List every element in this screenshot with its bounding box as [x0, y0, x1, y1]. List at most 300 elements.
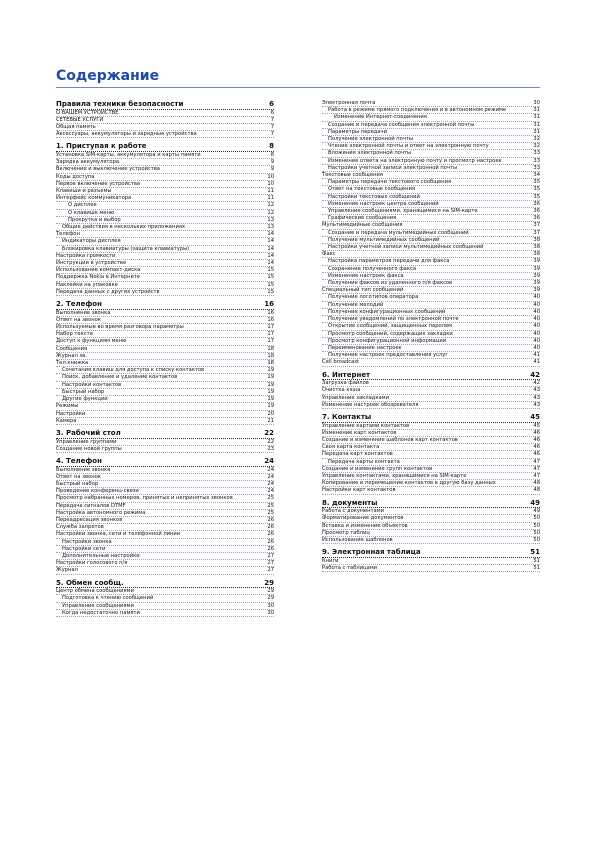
toc-page-number: 14	[267, 260, 274, 267]
toc-entry	[322, 165, 540, 172]
toc-entry-title: Проведение конференц-связи	[56, 488, 139, 495]
toc-entry	[322, 466, 540, 473]
toc-entry	[56, 166, 274, 173]
toc-entry-title: Получение логотипов оператора	[328, 294, 419, 301]
toc-page-number: 7	[270, 116, 274, 123]
toc-entry	[56, 411, 274, 418]
toc-entry	[56, 210, 274, 217]
toc-entry-title: Камера	[56, 417, 77, 424]
toc-entry-title: Переименование настроек	[328, 344, 402, 351]
toc-page-number: 26	[267, 545, 274, 552]
toc-page-number: 40	[533, 344, 540, 351]
toc-page-number: 24	[264, 456, 274, 465]
toc-entry-title: Настройки сети	[62, 545, 106, 552]
toc-entry-title: Использование компакт-диска	[56, 267, 141, 274]
toc-entry-title: Аксессуары, аккумуляторы и зарядные устройства	[56, 131, 197, 138]
toc-entry-title: Настройки контактов	[62, 381, 122, 388]
toc-page-number: 19	[267, 367, 274, 374]
page-title: Содержание	[56, 68, 160, 84]
toc-entry	[322, 287, 540, 294]
toc-page-number: 32	[533, 143, 540, 150]
toc-entry-title: Настройки учетной записи мультимедийных сообщений	[328, 244, 484, 251]
toc-entry	[322, 302, 540, 309]
toc-entry-title: Общая память	[56, 124, 96, 130]
toc-entry	[56, 267, 274, 274]
toc-entry	[322, 530, 540, 537]
toc-page-number: 7	[270, 124, 274, 130]
toc-entry-title: Быстрый набор	[62, 388, 105, 395]
toc-entry-title: Получение мелодий	[328, 301, 384, 308]
toc-entry	[56, 439, 274, 446]
toc-entry	[56, 539, 274, 546]
toc-entry	[322, 237, 540, 244]
toc-entry-title: Журнал зв.	[56, 352, 87, 359]
toc-entry	[322, 158, 540, 165]
toc-page-number: 38	[533, 251, 540, 258]
toc-page-number: 49	[533, 508, 540, 515]
toc-entry-title: Коды доступа	[56, 173, 95, 180]
toc-entry	[322, 186, 540, 193]
toc-entry-title: 4. Телефон	[56, 456, 102, 465]
toc-entry	[56, 231, 274, 238]
toc-entry	[56, 224, 274, 231]
toc-entry-title: Управление контактами, хранящимися на SIM-карте	[322, 472, 467, 479]
title-divider	[56, 87, 540, 88]
toc-entry	[322, 244, 540, 251]
toc-entry-title: Ответ на текстовые сообщения	[328, 186, 415, 193]
toc-page-number: 35	[533, 186, 540, 193]
toc-page-number: 19	[267, 396, 274, 403]
toc-entry-title: Набор текста	[56, 331, 93, 338]
toc-page-number: 31	[533, 128, 540, 135]
toc-page-number: 46	[533, 436, 540, 443]
toc-page-number: 46	[533, 451, 540, 458]
toc-page-number: 9	[270, 159, 274, 166]
toc-entry	[322, 459, 540, 466]
toc-entry	[56, 389, 274, 396]
toc-page-number: 18	[267, 352, 274, 359]
toc-entry-title: Клавиши и разъемы	[56, 188, 112, 195]
toc-entry-title: Получение электронной почты	[328, 136, 414, 143]
toc-page-number: 21	[267, 417, 274, 424]
toc-entry-title: Управление группами	[56, 438, 117, 445]
toc-page-number: 24	[267, 466, 274, 473]
toc-right-column	[322, 100, 540, 572]
toc-entry	[322, 230, 540, 237]
toc-entry	[322, 172, 540, 179]
toc-entry-title: Передача сигналов DTMF	[56, 502, 126, 509]
toc-entry	[322, 179, 540, 186]
toc-entry-title: Настройки карт контактов	[322, 487, 396, 494]
toc-entry-title: Создание и изменение групп контактов	[322, 465, 433, 472]
toc-entry-title: Изменение настроек центра сообщений	[328, 200, 439, 207]
toc-page-number: 12	[267, 202, 274, 209]
toc-entry-title: Переадресация звонков	[56, 516, 123, 523]
toc-page-number: 18	[267, 345, 274, 352]
toc-page-number: 22	[267, 438, 274, 445]
toc-page-number: 51	[533, 564, 540, 571]
toc-page-number: 14	[267, 238, 274, 245]
toc-page-number: 14	[267, 245, 274, 252]
toc-page-number: 30	[267, 609, 274, 616]
toc-entry	[322, 194, 540, 201]
toc-entry-title: Получение факсов из удаленного п/я факсов	[328, 280, 453, 287]
toc-entry-title: Параметры передачи	[328, 128, 387, 135]
toc-entry-title: Получение настроек предоставления услуг	[328, 352, 449, 359]
toc-entry-title: Работа в режиме прямого подключения и в автономном режиме	[328, 107, 507, 114]
toc-entry	[322, 100, 540, 107]
toc-entry-title: Блокировка клавиатуры (защита клавиатуры)	[62, 245, 190, 252]
toc-entry-title: Просмотр сообщений, содержащих закладки	[328, 330, 453, 337]
toc-page-number: 7	[270, 131, 274, 138]
toc-page-number: 50	[533, 536, 540, 543]
toc-page-number: 27	[267, 552, 274, 559]
toc-entry-title: Доступ к функциям меню	[56, 338, 127, 345]
toc-page-number: 31	[533, 114, 540, 121]
toc-page-number: 6	[270, 109, 274, 116]
toc-entry-title: Поддержка Nokia в Интернете	[56, 274, 140, 281]
toc-entry	[322, 294, 540, 301]
toc-entry	[56, 474, 274, 481]
toc-entry	[56, 610, 274, 617]
toc-entry-title: Выполнение звонка	[56, 309, 111, 316]
toc-page-number: 46	[533, 444, 540, 451]
toc-entry-title: 1. Приступая к работе	[56, 142, 147, 151]
toc-entry	[56, 603, 274, 610]
toc-page-number: 33	[533, 157, 540, 164]
toc-page-number: 43	[533, 401, 540, 408]
toc-entry	[56, 353, 274, 360]
toc-page-number: 14	[267, 252, 274, 259]
toc-page-number: 26	[267, 538, 274, 545]
toc-page-number: 24	[267, 488, 274, 495]
toc-page-number: 50	[533, 515, 540, 522]
toc-entry	[56, 246, 274, 253]
toc-entry	[322, 395, 540, 402]
toc-page-number: 20	[267, 410, 274, 417]
toc-entry-title: Получение уведомлений по электронной почте	[328, 316, 459, 323]
toc-entry	[56, 346, 274, 353]
toc-entry	[56, 367, 274, 374]
toc-page-number: 6	[269, 100, 274, 108]
toc-entry-title: 7. Контакты	[322, 412, 372, 421]
toc-entry	[56, 510, 274, 517]
toc-page-number: 19	[267, 403, 274, 410]
toc-page-number: 31	[533, 121, 540, 128]
toc-page-number: 16	[264, 300, 274, 309]
toc-page-number: 10	[267, 173, 274, 180]
toc-section-heading	[322, 548, 540, 558]
toc-page-number: 8	[269, 142, 274, 151]
toc-entry-title: Изменение ответа на электронную почту и просмотр настроек	[328, 157, 502, 164]
toc-entry-title: Ответ на звонок	[56, 316, 101, 323]
toc-page-number: 38	[533, 236, 540, 243]
toc-entry-title: Установка SIM-карты, аккумулятора и карты памяти	[56, 152, 201, 158]
toc-page-number: 37	[533, 229, 540, 236]
toc-entry-title: Режимы	[56, 403, 79, 410]
toc-page-number: 50	[533, 529, 540, 536]
toc-entry-title: Своя карта контакта	[322, 444, 380, 451]
toc-entry	[322, 201, 540, 208]
toc-entry-title: Управление сообщениями, хранящимися на SIM-карте	[328, 208, 478, 215]
toc-entry	[56, 382, 274, 389]
toc-entry	[56, 152, 274, 159]
toc-entry	[56, 374, 274, 381]
toc-page-number: 15	[267, 288, 274, 295]
toc-page-number: 17	[267, 331, 274, 338]
toc-page-number: 48	[533, 480, 540, 487]
toc-entry	[322, 558, 540, 565]
toc-page-number: 12	[267, 209, 274, 216]
toc-entry-title: Сочетания клавиш для доступа к списку контактов	[62, 367, 205, 374]
toc-entry	[56, 195, 274, 202]
toc-entry-title: Вложения электронной почты	[328, 150, 412, 157]
toc-entry	[56, 217, 274, 224]
toc-page-number: 47	[533, 472, 540, 479]
toc-page-number: 31	[533, 107, 540, 114]
toc-page-number: 40	[533, 337, 540, 344]
toc-entry	[56, 238, 274, 245]
toc-entry	[322, 309, 540, 316]
toc-page-number: 25	[267, 495, 274, 502]
toc-entry	[322, 451, 540, 458]
toc-page-number: 14	[267, 231, 274, 238]
toc-entry	[56, 446, 274, 453]
toc-entry	[322, 359, 540, 366]
toc-entry-title: Управление закладками	[322, 394, 389, 401]
toc-page-number: 32	[533, 136, 540, 143]
toc-entry-title: Факс	[322, 251, 336, 258]
toc-entry-title: Создание и передача мультимедийных сообщений	[328, 229, 469, 236]
toc-entry	[322, 387, 540, 394]
toc-entry-title: СЕТЕВЫЕ УСЛУГИ	[56, 116, 104, 123]
toc-page-number: 42	[530, 370, 540, 379]
toc-page-number: 26	[267, 516, 274, 523]
toc-page-number: 19	[267, 381, 274, 388]
toc-entry-title: О ВАШЕМ УСТРОЙСТВЕ	[56, 109, 119, 116]
toc-entry-title: Изменение Интернет-соединения	[334, 114, 427, 121]
toc-entry-title: Настройки учетной записи электронной почты	[328, 164, 458, 171]
toc-section-heading	[322, 371, 540, 381]
toc-page-number: 30	[533, 100, 540, 106]
toc-section-heading	[56, 429, 274, 439]
toc-entry	[56, 517, 274, 524]
toc-entry-title: Общие действия в нескольких приложениях	[62, 224, 186, 231]
toc-entry	[56, 289, 274, 296]
toc-entry-title: Телефон	[56, 231, 80, 238]
toc-entry	[56, 117, 274, 124]
toc-entry	[322, 114, 540, 121]
toc-entry-title: О дисплее	[68, 202, 97, 209]
toc-page-number: 30	[267, 602, 274, 609]
toc-entry	[322, 423, 540, 430]
toc-entry-title: Создание и передача сообщения электронной почты	[328, 121, 475, 128]
toc-page-number: 25	[267, 502, 274, 509]
toc-entry	[322, 122, 540, 129]
toc-left-column	[56, 100, 274, 617]
toc-page-number: 8	[270, 152, 274, 158]
toc-entry-title: Быстрый набор	[56, 480, 99, 487]
toc-page-number: 24	[267, 473, 274, 480]
toc-page-number: 39	[533, 280, 540, 287]
toc-page-number: 35	[533, 193, 540, 200]
toc-page-number: 26	[267, 531, 274, 538]
toc-entry-title: Тел.книжка	[56, 360, 89, 367]
toc-entry-title: 9. Электронная таблица	[322, 548, 421, 557]
toc-entry-title: Первое включение устройства	[56, 180, 141, 187]
toc-page-number: 36	[533, 200, 540, 207]
toc-page-number: 39	[533, 258, 540, 265]
toc-entry-title: Параметры передачи текстового сообщения	[328, 179, 452, 186]
toc-entry-title: Форматирование документов	[322, 515, 404, 522]
toc-page-number: 29	[267, 588, 274, 595]
toc-page-number: 48	[533, 487, 540, 494]
toc-page-number: 43	[533, 394, 540, 401]
toc-page-number: 11	[267, 188, 274, 195]
toc-entry	[322, 222, 540, 229]
toc-entry-title: Cell broadcast	[322, 359, 360, 366]
toc-entry-title: Ответ на звонок	[56, 473, 101, 480]
toc-entry-title: Получение конфигурационных сообщений	[328, 308, 446, 315]
toc-entry	[56, 396, 274, 403]
toc-page-number: 39	[533, 272, 540, 279]
toc-entry	[56, 324, 274, 331]
toc-entry	[322, 273, 540, 280]
toc-entry-title: Инструкции в устройстве	[56, 260, 127, 267]
toc-page-number: 15	[267, 267, 274, 274]
toc-entry-title: 3. Рабочий стол	[56, 428, 121, 437]
toc-entry-title: Настройки	[56, 410, 86, 417]
toc-page-number: 45	[530, 412, 540, 421]
toc-page-number: 36	[533, 208, 540, 215]
toc-entry	[56, 560, 274, 567]
toc-page-number: 27	[267, 560, 274, 567]
toc-entry-title: Подготовка к чтению сообщений	[62, 595, 154, 602]
toc-entry-title: Создание и изменение шаблонов карт контактов	[322, 436, 458, 443]
toc-entry	[56, 260, 274, 267]
toc-entry-title: Изменение настроек обозревателя	[322, 401, 419, 408]
toc-entry	[322, 150, 540, 157]
toc-entry	[322, 129, 540, 136]
toc-page-number: 33	[533, 150, 540, 157]
toc-page-number: 42	[533, 380, 540, 387]
toc-page-number: 16	[267, 316, 274, 323]
toc-page-number: 17	[267, 324, 274, 331]
toc-page-number: 40	[533, 308, 540, 315]
toc-page-number: 40	[533, 294, 540, 301]
toc-entry	[56, 274, 274, 281]
toc-page-number: 40	[533, 330, 540, 337]
toc-entry-title: Интерфейс коммуникатора	[56, 195, 132, 202]
toc-entry-title: Создание новой группы	[56, 445, 122, 452]
toc-entry-title: Текстовые сообщения	[322, 172, 383, 179]
toc-entry	[56, 282, 274, 289]
toc-entry	[56, 174, 274, 181]
toc-entry-title: Копирование и перемещение контактов в другую базу данных	[322, 480, 496, 487]
toc-page-number: 13	[267, 224, 274, 231]
toc-entry	[322, 338, 540, 345]
toc-entry-title: О клавише меню	[68, 209, 115, 216]
toc-page-number: 15	[267, 281, 274, 288]
toc-entry	[56, 595, 274, 602]
toc-entry	[56, 331, 274, 338]
toc-entry-title: 8. документы	[322, 498, 378, 507]
toc-entry-title: Настройка автономного режима	[56, 509, 146, 516]
toc-entry-title: Передача карт контактов	[322, 451, 393, 458]
toc-page-number: 9	[270, 166, 274, 173]
toc-page-number: 26	[267, 524, 274, 531]
toc-entry-title: Настройка громкости	[56, 252, 116, 259]
toc-entry-title: Другие функции	[62, 396, 108, 403]
toc-entry-title: Сохранение полученного факса	[328, 265, 417, 272]
toc-entry-title: 5. Обмен сообщ.	[56, 578, 124, 587]
toc-section-heading	[322, 499, 540, 509]
toc-page-number: 13	[267, 216, 274, 223]
toc-page-number: 41	[533, 359, 540, 366]
toc-entry-title: Используемые во время разговора параметры	[56, 324, 184, 331]
toc-entry	[322, 345, 540, 352]
toc-entry	[322, 437, 540, 444]
toc-entry-title: Работа с документами	[322, 508, 384, 515]
toc-page-number: 16	[267, 309, 274, 316]
toc-section-heading	[56, 457, 274, 467]
toc-entry-title: Центр обмена сообщениями	[56, 588, 134, 595]
toc-entry	[56, 481, 274, 488]
toc-page-number: 36	[533, 215, 540, 222]
toc-entry	[56, 503, 274, 510]
toc-entry	[322, 331, 540, 338]
toc-entry	[322, 258, 540, 265]
toc-page-number: 46	[533, 429, 540, 436]
toc-entry-title: Управление сообщениями	[62, 602, 134, 609]
toc-entry	[56, 131, 274, 138]
toc-page-number: 19	[267, 374, 274, 381]
toc-entry-title: Включение и выключение устройства	[56, 166, 160, 173]
toc-page-number: 50	[533, 522, 540, 529]
toc-entry	[56, 567, 274, 574]
toc-page-number: 47	[533, 458, 540, 465]
toc-entry-title: Выполнение звонка	[56, 466, 111, 473]
toc-entry-title: Настройки звонка	[62, 538, 112, 545]
toc-entry-title: Служба запретов	[56, 524, 104, 531]
toc-page-number: 49	[530, 498, 540, 507]
toc-page-number: 22	[264, 428, 274, 437]
toc-entry	[322, 565, 540, 572]
toc-entry-title: 6. Интернет	[322, 370, 371, 379]
toc-section-heading	[56, 100, 274, 110]
toc-page-number: 10	[267, 180, 274, 187]
toc-entry	[56, 467, 274, 474]
toc-entry-title: Настройки текстовых сообщений	[328, 193, 420, 200]
toc-section-heading	[322, 413, 540, 423]
toc-entry-title: Поиск, добавление и удаление контактов	[62, 374, 178, 381]
toc-entry-title: Управление картами контактов	[322, 422, 410, 429]
toc-page-number: 19	[267, 388, 274, 395]
toc-entry-title: Электронная почта	[322, 100, 376, 106]
toc-entry-title: Загрузка файлов	[322, 380, 369, 387]
toc-entry	[322, 323, 540, 330]
toc-page-number: 25	[267, 509, 274, 516]
toc-entry	[56, 181, 274, 188]
toc-section-heading	[56, 579, 274, 589]
toc-entry-title: Передача карты контакта	[328, 458, 400, 465]
toc-entry	[56, 310, 274, 317]
toc-entry-title: Графические сообщения	[328, 215, 397, 222]
toc-page-number: 51	[530, 548, 540, 557]
toc-entry	[322, 266, 540, 273]
toc-entry	[322, 515, 540, 522]
toc-section-heading	[56, 142, 274, 152]
